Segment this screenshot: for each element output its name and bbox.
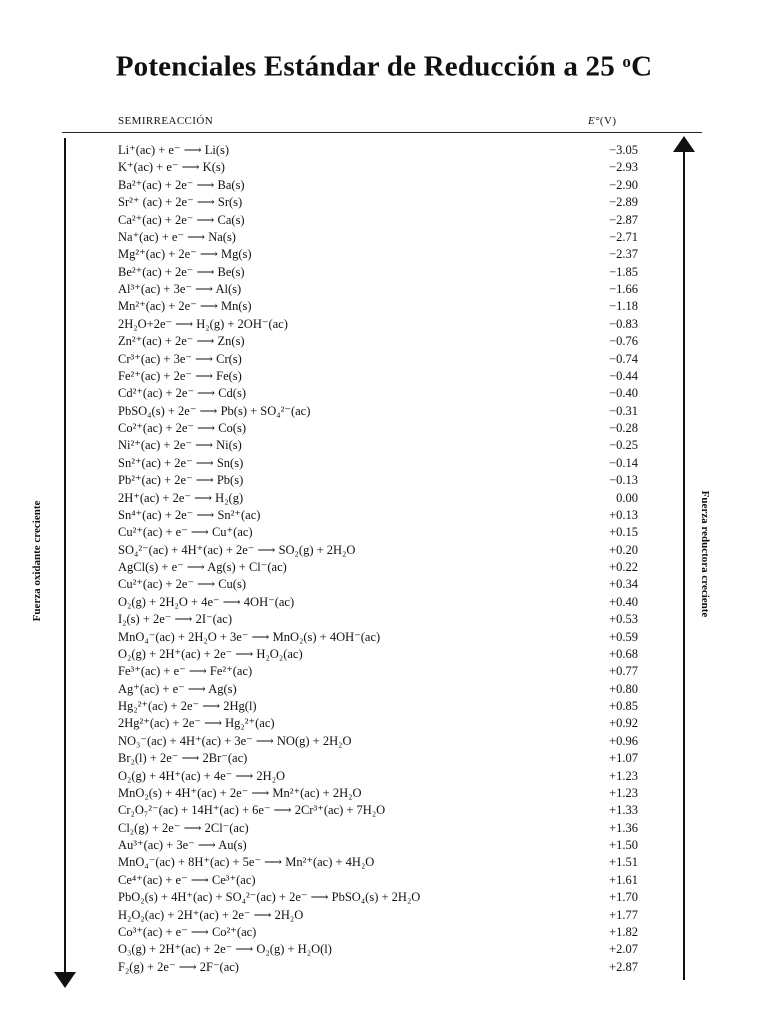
table-row bbox=[118, 907, 638, 924]
table-row bbox=[118, 159, 638, 176]
half-reaction: Ni²⁺(ac) + 2e⁻ ⟶ Ni(s) bbox=[118, 438, 242, 453]
table-row bbox=[118, 542, 638, 559]
half-reaction: Sn⁴⁺(ac) + 2e⁻ ⟶ Sn²⁺(ac) bbox=[118, 507, 261, 522]
potential-value: −0.25 bbox=[609, 438, 638, 453]
potential-value: +0.96 bbox=[609, 733, 638, 748]
half-reaction: NO₃⁻(ac) + 4H⁺(ac) + 3e⁻ ⟶ NO(g) + 2H₂O bbox=[118, 733, 352, 748]
title-unit: C bbox=[631, 50, 653, 83]
potential-value: −3.05 bbox=[609, 143, 638, 157]
table-row bbox=[118, 437, 638, 454]
half-reaction: Hg₂²⁺(ac) + 2e⁻ ⟶ 2Hg(l) bbox=[118, 699, 257, 713]
table-row bbox=[118, 212, 638, 229]
table-row bbox=[118, 316, 638, 333]
reductor-arrow-shaft bbox=[683, 150, 685, 980]
potential-value: +1.61 bbox=[609, 872, 638, 887]
table-row bbox=[118, 681, 638, 698]
half-reaction: Ag⁺(ac) + e⁻ ⟶ Ag(s) bbox=[118, 681, 237, 696]
half-reaction: I₂(s) + 2e⁻ ⟶ 2I⁻(ac) bbox=[118, 612, 233, 627]
table-row bbox=[118, 646, 638, 663]
table-row bbox=[118, 663, 638, 680]
table-row bbox=[118, 733, 638, 750]
table-row bbox=[118, 837, 638, 854]
potential-value: +1.07 bbox=[609, 751, 638, 766]
half-reaction: Sr²⁺ (ac) + 2e⁻ ⟶ Sr(s) bbox=[118, 195, 243, 210]
table-row bbox=[118, 385, 638, 402]
potential-value: −2.37 bbox=[609, 247, 638, 262]
table-row bbox=[118, 924, 638, 941]
potential-value: +1.50 bbox=[609, 838, 638, 852]
potential-value: +1.51 bbox=[609, 855, 638, 870]
table-row bbox=[118, 281, 638, 298]
half-reaction: O₂(g) + 2H₂O + 4e⁻ ⟶ 4OH⁻(ac) bbox=[118, 594, 295, 609]
half-reaction: Ca²⁺(ac) + 2e⁻ ⟶ Ca(s) bbox=[118, 212, 245, 227]
half-reaction: Al³⁺(ac) + 3e⁻ ⟶ Al(s) bbox=[118, 282, 242, 296]
potential-value: +0.77 bbox=[609, 664, 638, 679]
half-reaction: PbSO₄(s) + 2e⁻ ⟶ Pb(s) + SO₄²⁻(ac) bbox=[118, 403, 311, 418]
half-reaction: 2H⁺(ac) + 2e⁻ ⟶ H₂(g) bbox=[118, 490, 244, 505]
half-reaction: Co²⁺(ac) + 2e⁻ ⟶ Co(s) bbox=[118, 421, 246, 435]
potential-value: −0.83 bbox=[609, 316, 638, 331]
half-reaction: Cd²⁺(ac) + 2e⁻ ⟶ Cd(s) bbox=[118, 386, 246, 401]
side-label-oxidant: Fuerza oxidante creciente bbox=[31, 500, 43, 622]
half-reaction: K⁺(ac) + e⁻ ⟶ K(s) bbox=[118, 160, 225, 175]
table-row bbox=[118, 455, 638, 472]
potential-value: −2.71 bbox=[609, 229, 638, 244]
potential-value: −1.66 bbox=[609, 282, 638, 296]
potential-unit: (V) bbox=[599, 115, 617, 127]
table-row bbox=[118, 820, 638, 837]
half-reaction: H₂O₂(ac) + 2H⁺(ac) + 2e⁻ ⟶ 2H₂O bbox=[118, 907, 304, 922]
arrow-down-icon bbox=[54, 972, 76, 988]
potential-value: +2.87 bbox=[609, 959, 638, 974]
table-row bbox=[118, 246, 638, 263]
table-row bbox=[118, 368, 638, 385]
half-reaction: Co³⁺(ac) + e⁻ ⟶ Co²⁺(ac) bbox=[118, 924, 257, 939]
table-row bbox=[118, 872, 638, 889]
table-row bbox=[118, 889, 638, 906]
half-reaction: Be²⁺(ac) + 2e⁻ ⟶ Be(s) bbox=[118, 264, 245, 279]
half-reaction: Cl₂(g) + 2e⁻ ⟶ 2Cl⁻(ac) bbox=[118, 820, 249, 835]
potential-value: +2.07 bbox=[609, 942, 638, 957]
table-row bbox=[118, 194, 638, 211]
table-row bbox=[118, 802, 638, 819]
table-row bbox=[118, 750, 638, 767]
half-reaction: Cu²⁺(ac) + 2e⁻ ⟶ Cu(s) bbox=[118, 577, 246, 592]
half-reaction: Ba²⁺(ac) + 2e⁻ ⟶ Ba(s) bbox=[118, 177, 245, 192]
half-reaction: Br₂(l) + 2e⁻ ⟶ 2Br⁻(ac) bbox=[118, 751, 248, 766]
half-reaction: Li⁺(ac) + e⁻ ⟶ Li(s) bbox=[118, 143, 230, 157]
side-label-reductor: Fuerza reductora creciente bbox=[699, 490, 711, 618]
potential-value: +0.34 bbox=[609, 577, 638, 592]
potential-value: +1.36 bbox=[609, 820, 638, 835]
potential-value: −0.40 bbox=[609, 386, 638, 401]
potential-value: +0.59 bbox=[609, 629, 638, 644]
potential-value: −0.13 bbox=[609, 473, 638, 488]
half-reaction: Sn²⁺(ac) + 2e⁻ ⟶ Sn(s) bbox=[118, 455, 244, 470]
half-reaction: Na⁺(ac) + e⁻ ⟶ Na(s) bbox=[118, 229, 236, 244]
potential-value: −0.44 bbox=[609, 368, 638, 383]
potential-value: +0.40 bbox=[609, 594, 638, 609]
table-row bbox=[118, 507, 638, 524]
table-row bbox=[118, 629, 638, 646]
table-row bbox=[118, 229, 638, 246]
potential-value: +0.20 bbox=[609, 542, 638, 557]
half-reaction: Zn²⁺(ac) + 2e⁻ ⟶ Zn(s) bbox=[118, 334, 245, 349]
table-row bbox=[118, 333, 638, 350]
potential-value: −0.31 bbox=[609, 403, 638, 418]
potential-value: −0.14 bbox=[609, 455, 638, 470]
table-row bbox=[118, 854, 638, 871]
table-row bbox=[118, 177, 638, 194]
half-reaction: F₂(g) + 2e⁻ ⟶ 2F⁻(ac) bbox=[118, 959, 239, 974]
half-reaction: Mg²⁺(ac) + 2e⁻ ⟶ Mg(s) bbox=[118, 247, 252, 262]
potential-value: −2.93 bbox=[609, 160, 638, 175]
half-reaction: SO₄²⁻(ac) + 4H⁺(ac) + 2e⁻ ⟶ SO₂(g) + 2H₂O bbox=[118, 542, 356, 557]
potential-value: +0.92 bbox=[609, 716, 638, 731]
half-reaction: Cr₂O₇²⁻(ac) + 14H⁺(ac) + 6e⁻ ⟶ 2Cr³⁺(ac) + 7H₂O bbox=[118, 803, 386, 818]
potential-value: −2.89 bbox=[609, 195, 638, 210]
potential-value: −0.74 bbox=[609, 351, 638, 366]
potential-value: +0.80 bbox=[609, 681, 638, 696]
half-reaction: Fe²⁺(ac) + 2e⁻ ⟶ Fe(s) bbox=[118, 368, 242, 383]
potential-value: −1.18 bbox=[609, 299, 638, 314]
potential-value: +1.70 bbox=[609, 890, 638, 905]
table-row bbox=[118, 594, 638, 611]
potential-value: 0.00 bbox=[616, 490, 638, 505]
table-row bbox=[118, 559, 638, 576]
table-row bbox=[118, 959, 638, 976]
table-row bbox=[118, 715, 638, 732]
header-rule bbox=[62, 132, 702, 133]
potential-value: +0.22 bbox=[609, 560, 638, 574]
half-reaction: 2Hg²⁺(ac) + 2e⁻ ⟶ Hg₂²⁺(ac) bbox=[118, 716, 275, 731]
potential-symbol: E° bbox=[588, 115, 600, 127]
degree-symbol: o bbox=[622, 52, 632, 71]
half-reaction: O₂(g) + 2H⁺(ac) + 2e⁻ ⟶ H₂O₂(ac) bbox=[118, 646, 303, 661]
table-row bbox=[118, 490, 638, 507]
title-text: Potenciales Estándar de Reducción a 25 bbox=[115, 50, 623, 83]
potential-value: −1.85 bbox=[609, 264, 638, 279]
page-title bbox=[0, 50, 768, 84]
arrow-up-icon bbox=[673, 136, 695, 152]
half-reaction: PbO₂(s) + 4H⁺(ac) + SO₄²⁻(ac) + 2e⁻ ⟶ PbSO₄(s) + 2H₂O bbox=[118, 890, 421, 905]
table-row bbox=[118, 403, 638, 420]
table-row bbox=[118, 472, 638, 489]
table-row bbox=[118, 142, 638, 159]
potential-value: +1.33 bbox=[609, 803, 638, 818]
potential-value: +1.23 bbox=[609, 785, 638, 800]
table-row bbox=[118, 941, 638, 958]
table-row bbox=[118, 420, 638, 437]
potential-value: +0.15 bbox=[609, 525, 638, 540]
column-header-reaction: SEMIRREACCIÓN bbox=[118, 115, 214, 127]
table-row bbox=[118, 524, 638, 541]
potential-value: +1.77 bbox=[609, 907, 638, 922]
potential-value: −0.76 bbox=[609, 334, 638, 349]
table-row bbox=[118, 351, 638, 368]
table-row bbox=[118, 264, 638, 281]
potential-value: −0.28 bbox=[609, 421, 638, 435]
half-reaction: Ce⁴⁺(ac) + e⁻ ⟶ Ce³⁺(ac) bbox=[118, 872, 256, 887]
potential-value: +1.23 bbox=[609, 768, 638, 783]
column-header-potential bbox=[588, 115, 616, 127]
half-reaction: Mn²⁺(ac) + 2e⁻ ⟶ Mn(s) bbox=[118, 299, 252, 314]
potential-value: −2.87 bbox=[609, 212, 638, 227]
potential-value: +0.53 bbox=[609, 612, 638, 627]
half-reaction: Cu²⁺(ac) + e⁻ ⟶ Cu⁺(ac) bbox=[118, 525, 253, 540]
half-reaction: Pb²⁺(ac) + 2e⁻ ⟶ Pb(s) bbox=[118, 473, 244, 488]
potential-value: +1.82 bbox=[609, 924, 638, 939]
half-reaction: MnO₂(s) + 4H⁺(ac) + 2e⁻ ⟶ Mn²⁺(ac) + 2H₂O bbox=[118, 785, 362, 800]
table-row bbox=[118, 576, 638, 593]
half-reaction: Au³⁺(ac) + 3e⁻ ⟶ Au(s) bbox=[118, 838, 247, 852]
half-reaction: 2H₂O+2e⁻ ⟶ H₂(g) + 2OH⁻(ac) bbox=[118, 316, 288, 331]
half-reaction: O₂(g) + 4H⁺(ac) + 4e⁻ ⟶ 2H₂O bbox=[118, 768, 286, 783]
potential-value: +0.68 bbox=[609, 646, 638, 661]
potential-value: −2.90 bbox=[609, 177, 638, 192]
half-reaction: Fe³⁺(ac) + e⁻ ⟶ Fe²⁺(ac) bbox=[118, 664, 253, 679]
table-row bbox=[118, 785, 638, 802]
half-reaction: O₃(g) + 2H⁺(ac) + 2e⁻ ⟶ O₂(g) + H₂O(l) bbox=[118, 942, 332, 957]
potential-value: +0.85 bbox=[609, 699, 638, 713]
half-reaction: AgCl(s) + e⁻ ⟶ Ag(s) + Cl⁻(ac) bbox=[118, 560, 287, 574]
reaction-table bbox=[118, 142, 638, 976]
half-reaction: MnO₄⁻(ac) + 8H⁺(ac) + 5e⁻ ⟶ Mn²⁺(ac) + 4H₂O bbox=[118, 855, 375, 870]
table-row bbox=[118, 698, 638, 715]
half-reaction: MnO₄⁻(ac) + 2H₂O + 3e⁻ ⟶ MnO₂(s) + 4OH⁻(ac) bbox=[118, 629, 381, 644]
table-row bbox=[118, 298, 638, 315]
table-row bbox=[118, 611, 638, 628]
table-row bbox=[118, 768, 638, 785]
potential-value: +0.13 bbox=[609, 507, 638, 522]
oxidant-arrow-shaft bbox=[64, 138, 66, 974]
half-reaction: Cr³⁺(ac) + 3e⁻ ⟶ Cr(s) bbox=[118, 351, 242, 366]
